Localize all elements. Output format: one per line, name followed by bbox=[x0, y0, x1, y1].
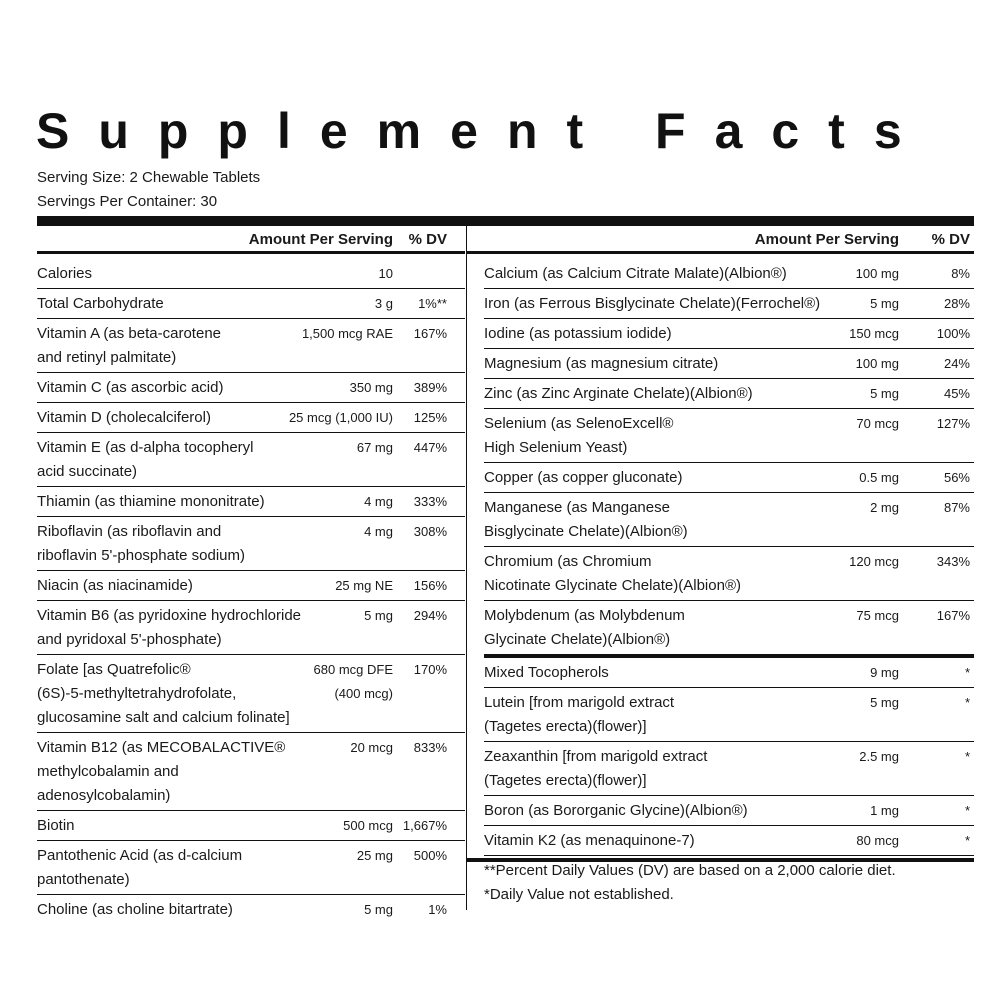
nutrient-name: Iodine (as potassium iodide) bbox=[484, 325, 672, 342]
nutrient-amount: 10 bbox=[378, 266, 393, 281]
nutrient-name: Vitamin C (as ascorbic acid) bbox=[37, 379, 224, 396]
nutrient-row bbox=[484, 289, 974, 319]
nutrient-dv: 294% bbox=[413, 608, 447, 623]
nutrient-dv: 156% bbox=[413, 578, 447, 593]
nutrient-dv: 1,667% bbox=[402, 818, 447, 833]
nutrient-dv: * bbox=[964, 695, 970, 710]
nutrient-name: Selenium (as SelenoExcell® High Selenium Yeast) bbox=[484, 415, 674, 456]
nutrient-row bbox=[37, 403, 465, 433]
nutrient-amount: 25 mg bbox=[356, 848, 393, 863]
nutrient-dv: 127% bbox=[936, 416, 970, 431]
nutrient-dv: 447% bbox=[413, 440, 447, 455]
nutrient-name: Choline (as choline bitartrate) bbox=[37, 901, 233, 918]
nutrient-amount: 25 mcg (1,000 IU) bbox=[288, 410, 393, 425]
nutrient-dv: * bbox=[964, 803, 970, 818]
nutrient-row bbox=[37, 655, 465, 733]
nutrient-row bbox=[484, 493, 974, 547]
nutrient-name: Chromium (as Chromium Nicotinate Glycinate Chelate)(Albion®) bbox=[484, 553, 741, 594]
nutrient-amount: 1,500 mcg RAE bbox=[301, 326, 393, 341]
nutrient-name: Zinc (as Zinc Arginate Chelate)(Albion®) bbox=[484, 385, 753, 402]
nutrient-dv: 87% bbox=[943, 500, 970, 515]
nutrient-name: Vitamin B6 (as pyridoxine hydrochloride and pyridoxal 5'-phosphate) bbox=[37, 607, 302, 648]
nutrient-row bbox=[484, 349, 974, 379]
nutrient-row bbox=[37, 289, 465, 319]
nutrient-dv: 833% bbox=[413, 740, 447, 755]
nutrient-amount: 9 mg bbox=[870, 665, 899, 680]
nutrient-row bbox=[37, 571, 465, 601]
right-header-dv: % DV bbox=[931, 231, 970, 248]
nutrient-row bbox=[37, 373, 465, 403]
nutrient-amount: 5 mg bbox=[364, 902, 393, 917]
nutrient-amount: 350 mg bbox=[349, 380, 393, 395]
nutrient-amount: 4 mg bbox=[364, 524, 393, 539]
nutrient-name: Riboflavin (as riboflavin and riboflavin 5'-phosphate sodium) bbox=[37, 523, 245, 564]
nutrient-dv: 500% bbox=[413, 848, 447, 863]
nutrient-dv: 343% bbox=[936, 554, 970, 569]
nutrient-dv: 45% bbox=[943, 386, 970, 401]
nutrient-name: Vitamin B12 (as MECOBALACTIVE® methylcobalamin and adenosylcobalamin) bbox=[37, 739, 286, 804]
nutrient-row bbox=[484, 658, 974, 688]
nutrient-name: Zeaxanthin [from marigold extract (Tagetes erecta)(flower)] bbox=[484, 748, 708, 789]
nutrient-dv: 8% bbox=[951, 266, 970, 281]
nutrient-row bbox=[484, 826, 974, 856]
nutrient-name: Calcium (as Calcium Citrate Malate)(Albion®) bbox=[484, 265, 787, 282]
nutrient-amount: 2 mg bbox=[870, 500, 899, 515]
nutrient-dv: 170% bbox=[413, 662, 447, 677]
nutrient-amount: 3 g bbox=[374, 296, 393, 311]
nutrient-row bbox=[484, 688, 974, 742]
left-header-amount: Amount Per Serving bbox=[248, 231, 393, 248]
nutrient-amount: 5 mg bbox=[870, 296, 899, 311]
nutrient-amount: 500 mcg bbox=[343, 818, 393, 833]
column-divider bbox=[466, 226, 467, 910]
nutrient-row bbox=[37, 517, 465, 571]
nutrient-amount: 0.5 mg bbox=[859, 470, 899, 485]
nutrient-row bbox=[484, 259, 974, 289]
left-header-dv: % DV bbox=[408, 231, 447, 248]
nutrient-amount: 100 mg bbox=[855, 356, 899, 371]
nutrient-amount: 5 mg bbox=[870, 695, 899, 710]
nutrient-dv: 28% bbox=[943, 296, 970, 311]
nutrient-name: Mixed Tocopherols bbox=[484, 664, 609, 681]
nutrient-dv: * bbox=[964, 665, 970, 680]
nutrient-row bbox=[484, 409, 974, 463]
nutrient-row bbox=[37, 319, 465, 373]
nutrient-name: Total Carbohydrate bbox=[37, 295, 164, 312]
nutrient-name: Molybdenum (as Molybdenum Glycinate Chelate)(Albion®) bbox=[484, 607, 685, 648]
nutrient-row bbox=[484, 379, 974, 409]
nutrient-dv: 333% bbox=[413, 494, 447, 509]
nutrient-name: Folate [as Quatrefolic® (6S)-5-methyltetrahydrofolate, glucosamine salt and calcium folinate] bbox=[37, 661, 290, 726]
nutrient-dv: 1%** bbox=[418, 296, 447, 311]
nutrient-dv: 125% bbox=[413, 410, 447, 425]
nutrient-dv: 308% bbox=[413, 524, 447, 539]
nutrient-amount: 25 mg NE bbox=[335, 578, 393, 593]
nutrient-amount: 67 mg bbox=[356, 440, 393, 455]
left-column-header bbox=[37, 228, 465, 254]
nutrient-name: Niacin (as niacinamide) bbox=[37, 577, 193, 594]
right-header-amount: Amount Per Serving bbox=[754, 231, 899, 248]
servings-per-container: Servings Per Container: 30 bbox=[37, 193, 218, 210]
nutrient-row bbox=[37, 433, 465, 487]
nutrient-dv: 56% bbox=[943, 470, 970, 485]
nutrient-dv: 100% bbox=[936, 326, 970, 341]
nutrient-row bbox=[37, 487, 465, 517]
nutrient-row bbox=[37, 733, 465, 811]
serving-size: Serving Size: 2 Chewable Tablets bbox=[37, 169, 261, 186]
top-divider-bar bbox=[37, 216, 974, 226]
nutrient-name: Vitamin A (as beta-carotene and retinyl palmitate) bbox=[37, 325, 221, 366]
nutrient-name: Biotin bbox=[37, 817, 75, 834]
nutrient-name: Manganese (as Manganese Bisglycinate Chelate)(Albion®) bbox=[484, 499, 688, 540]
nutrient-amount: 120 mcg bbox=[849, 554, 899, 569]
nutrient-amount: 1 mg bbox=[870, 803, 899, 818]
nutrient-name: Vitamin K2 (as menaquinone-7) bbox=[484, 832, 695, 849]
nutrient-amount: 80 mcg bbox=[856, 833, 899, 848]
nutrient-name: Calories bbox=[37, 265, 93, 282]
nutrient-dv: * bbox=[964, 833, 970, 848]
nutrient-name: Lutein [from marigold extract (Tagetes erecta)(flower)] bbox=[484, 694, 675, 735]
nutrient-name: Pantothenic Acid (as d-calcium pantothenate) bbox=[37, 847, 243, 888]
nutrient-amount: 20 mcg bbox=[350, 740, 393, 755]
nutrient-name: Copper (as copper gluconate) bbox=[484, 469, 683, 486]
nutrient-name: Boron (as Bororganic Glycine)(Albion®) bbox=[484, 802, 748, 819]
nutrient-row bbox=[484, 601, 974, 658]
nutrient-row bbox=[484, 547, 974, 601]
nutrient-row bbox=[37, 259, 465, 289]
nutrient-row bbox=[37, 895, 465, 925]
nutrient-dv: * bbox=[964, 749, 970, 764]
nutrient-amount: 5 mg bbox=[870, 386, 899, 401]
nutrient-amount: 5 mg bbox=[364, 608, 393, 623]
nutrient-row bbox=[484, 319, 974, 349]
nutrient-amount: 100 mg bbox=[855, 266, 899, 281]
nutrient-row bbox=[37, 811, 465, 841]
nutrient-amount: 4 mg bbox=[364, 494, 393, 509]
nutrient-dv: 167% bbox=[936, 608, 970, 623]
nutrient-dv: 167% bbox=[413, 326, 447, 341]
nutrient-name: Thiamin (as thiamine mononitrate) bbox=[37, 493, 265, 510]
nutrient-amount: 75 mcg bbox=[856, 608, 899, 623]
nutrient-dv: 389% bbox=[413, 380, 447, 395]
nutrient-name: Iron (as Ferrous Bisglycinate Chelate)(Ferrochel®) bbox=[484, 295, 821, 312]
label-title: Supplement Facts bbox=[36, 103, 931, 159]
right-column-header bbox=[467, 228, 974, 254]
nutrient-dv: 1% bbox=[428, 902, 447, 917]
footnote-percent-dv: **Percent Daily Values (DV) are based on a 2,000 calorie diet. bbox=[484, 862, 896, 879]
nutrient-amount: 2.5 mg bbox=[859, 749, 899, 764]
nutrient-name: Vitamin E (as d-alpha tocopheryl acid succinate) bbox=[37, 439, 254, 480]
nutrient-row bbox=[37, 841, 465, 895]
nutrient-dv: 24% bbox=[943, 356, 970, 371]
nutrient-name: Magnesium (as magnesium citrate) bbox=[484, 355, 719, 372]
nutrient-amount: 70 mcg bbox=[856, 416, 899, 431]
nutrient-row bbox=[37, 601, 465, 655]
nutrient-row bbox=[484, 796, 974, 826]
footnote-dv-not-established: *Daily Value not established. bbox=[484, 886, 674, 903]
nutrient-amount: 150 mcg bbox=[849, 326, 899, 341]
nutrient-row bbox=[484, 463, 974, 493]
nutrient-amount: 680 mcg DFE (400 mcg) bbox=[313, 662, 393, 701]
nutrient-name: Vitamin D (cholecalciferol) bbox=[37, 409, 211, 426]
nutrient-row bbox=[484, 742, 974, 796]
